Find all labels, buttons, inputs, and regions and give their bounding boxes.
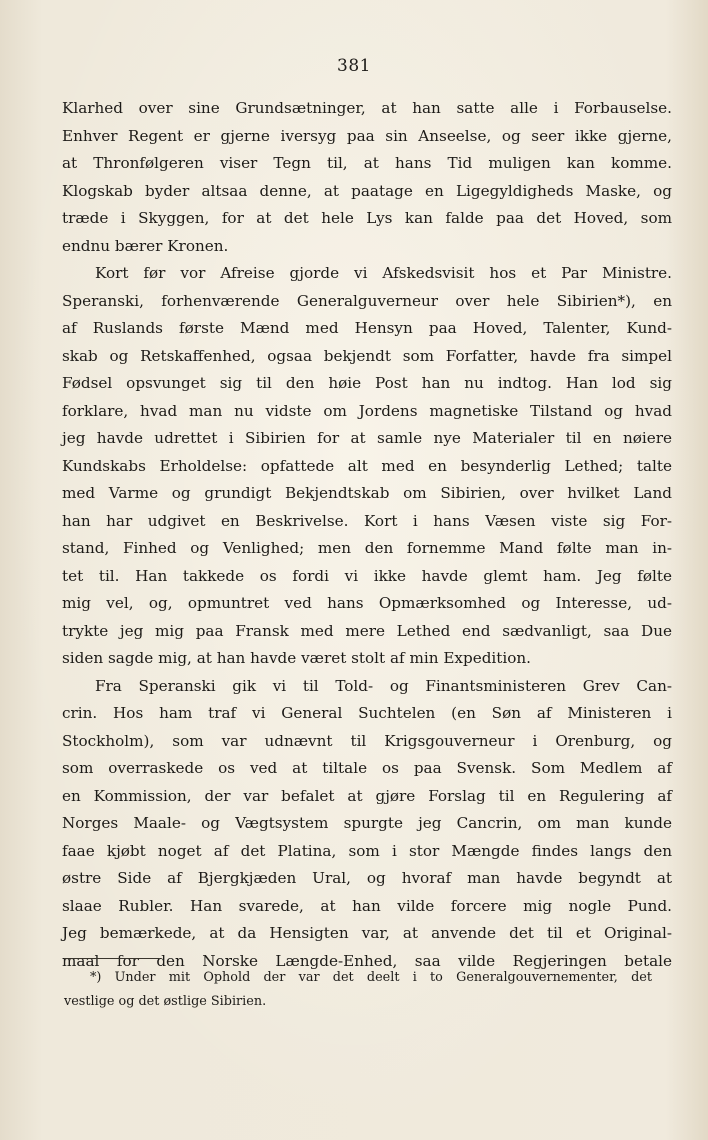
text-line: en Kommission, der var befalet at gjøre Forslag til en Regulering af [62,786,672,805]
text-line: Kort før vor Afreise gjorde vi Afskedsvisit hos et Par Ministre. [95,264,672,282]
text-line: endnu bærer Kronen. [62,236,229,255]
footnote-line: *) Under mit Ophold der var det deelt i to Generalgouvernementer, det [90,970,652,985]
text-line: Stockholm), som var udnævnt til Krigsgouverneur i Orenburg, og [62,731,672,750]
text-line: crin. Hos ham traf vi General Suchtelen (en Søn af Ministeren i [62,704,672,722]
text-line: forklare, hvad man nu vidste om Jordens magnetiske Tilstand og hvad [62,401,672,420]
text-line: træde i Skyggen, for at det hele Lys kan falde paa det Hoved, som [62,209,672,227]
text-line: tet til. Han takkede os fordi vi ikke havde glemt ham. Jeg følte [62,566,672,585]
text-line: faae kjøbt noget af det Platina, som i stor Mængde findes langs den [62,841,672,860]
page-number: 381 [337,56,371,76]
paragraph-2 [62,260,672,673]
paragraph-1 [62,95,672,260]
text-line: som overraskede os ved at tiltale os paa Svensk. Som Medlem af [62,759,672,777]
text-line: han har udgivet en Beskrivelse. Kort i hans Væsen viste sig For- [62,511,672,530]
text-line: maal for den Norske Længde-Enhed, saa vilde Regjeringen betale [62,951,672,970]
footnote [64,966,652,1014]
text-line: siden sagde mig, at han havde været stolt af min Expedition. [62,649,531,667]
text-line: skab og Retskaffenhed, ogsaa bekjendt som Forfatter, havde fra simpel [62,346,672,365]
text-line: Klarhed over sine Grundsætninger, at han satte alle i Forbauselse. [62,99,672,117]
text-line: stand, Finhed og Venlighed; men den fornemme Mand følte man in- [62,539,672,557]
text-line: trykte jeg mig paa Fransk med mere Lethed end sædvanligt, saa Due [62,621,672,640]
text-line: mig vel, og, opmuntret ved hans Opmærksomhed og Interesse, ud- [62,594,672,612]
text-line: Norges Maale- og Vægtsystem spurgte jeg Cancrin, om man kunde [62,814,672,832]
text-line: af Ruslands første Mænd med Hensyn paa Hoved, Talenter, Kund- [62,319,672,337]
text-line: Speranski, forhenværende Generalguverneur over hele Sibirien*), en [62,291,672,310]
text-line: jeg havde udrettet i Sibirien for at samle nye Materialer til en nøiere [62,429,672,447]
text-line: slaae Rubler. Han svarede, at han vilde forcere mig nogle Pund. [62,896,672,915]
paragraph-3 [62,673,672,976]
text-line: med Varme og grundigt Bekjendtskab om Sibirien, over hvilket Land [62,484,672,502]
text-line: Fra Speranski gik vi til Told- og Finantsministeren Grev Can- [95,676,672,695]
text-line: at Thronfølgeren viser Tegn til, at hans Tid muligen kan komme. [62,154,672,172]
text-line: Fødsel opsvunget sig til den høie Post han nu indtog. Han lod sig [62,374,672,392]
text-line: Jeg bemærkede, at da Hensigten var, at anvende det til et Original- [62,924,672,942]
body-text [62,95,672,975]
footnote-line: vestlige og det østlige Sibirien. [64,994,267,1009]
text-line: østre Side af Bjergkjæden Ural, og hvoraf man havde begyndt at [62,869,672,887]
text-line: Kundskabs Erholdelse: opfattede alt med en besynderlig Lethed; talte [62,456,672,475]
text-line: Klogskab byder altsaa denne, at paatage en Ligegyldigheds Maske, og [62,181,672,200]
footnote-divider [64,958,159,959]
text-line: Enhver Regent er gjerne iversyg paa sin Anseelse, og seer ikke gjerne, [62,126,672,145]
